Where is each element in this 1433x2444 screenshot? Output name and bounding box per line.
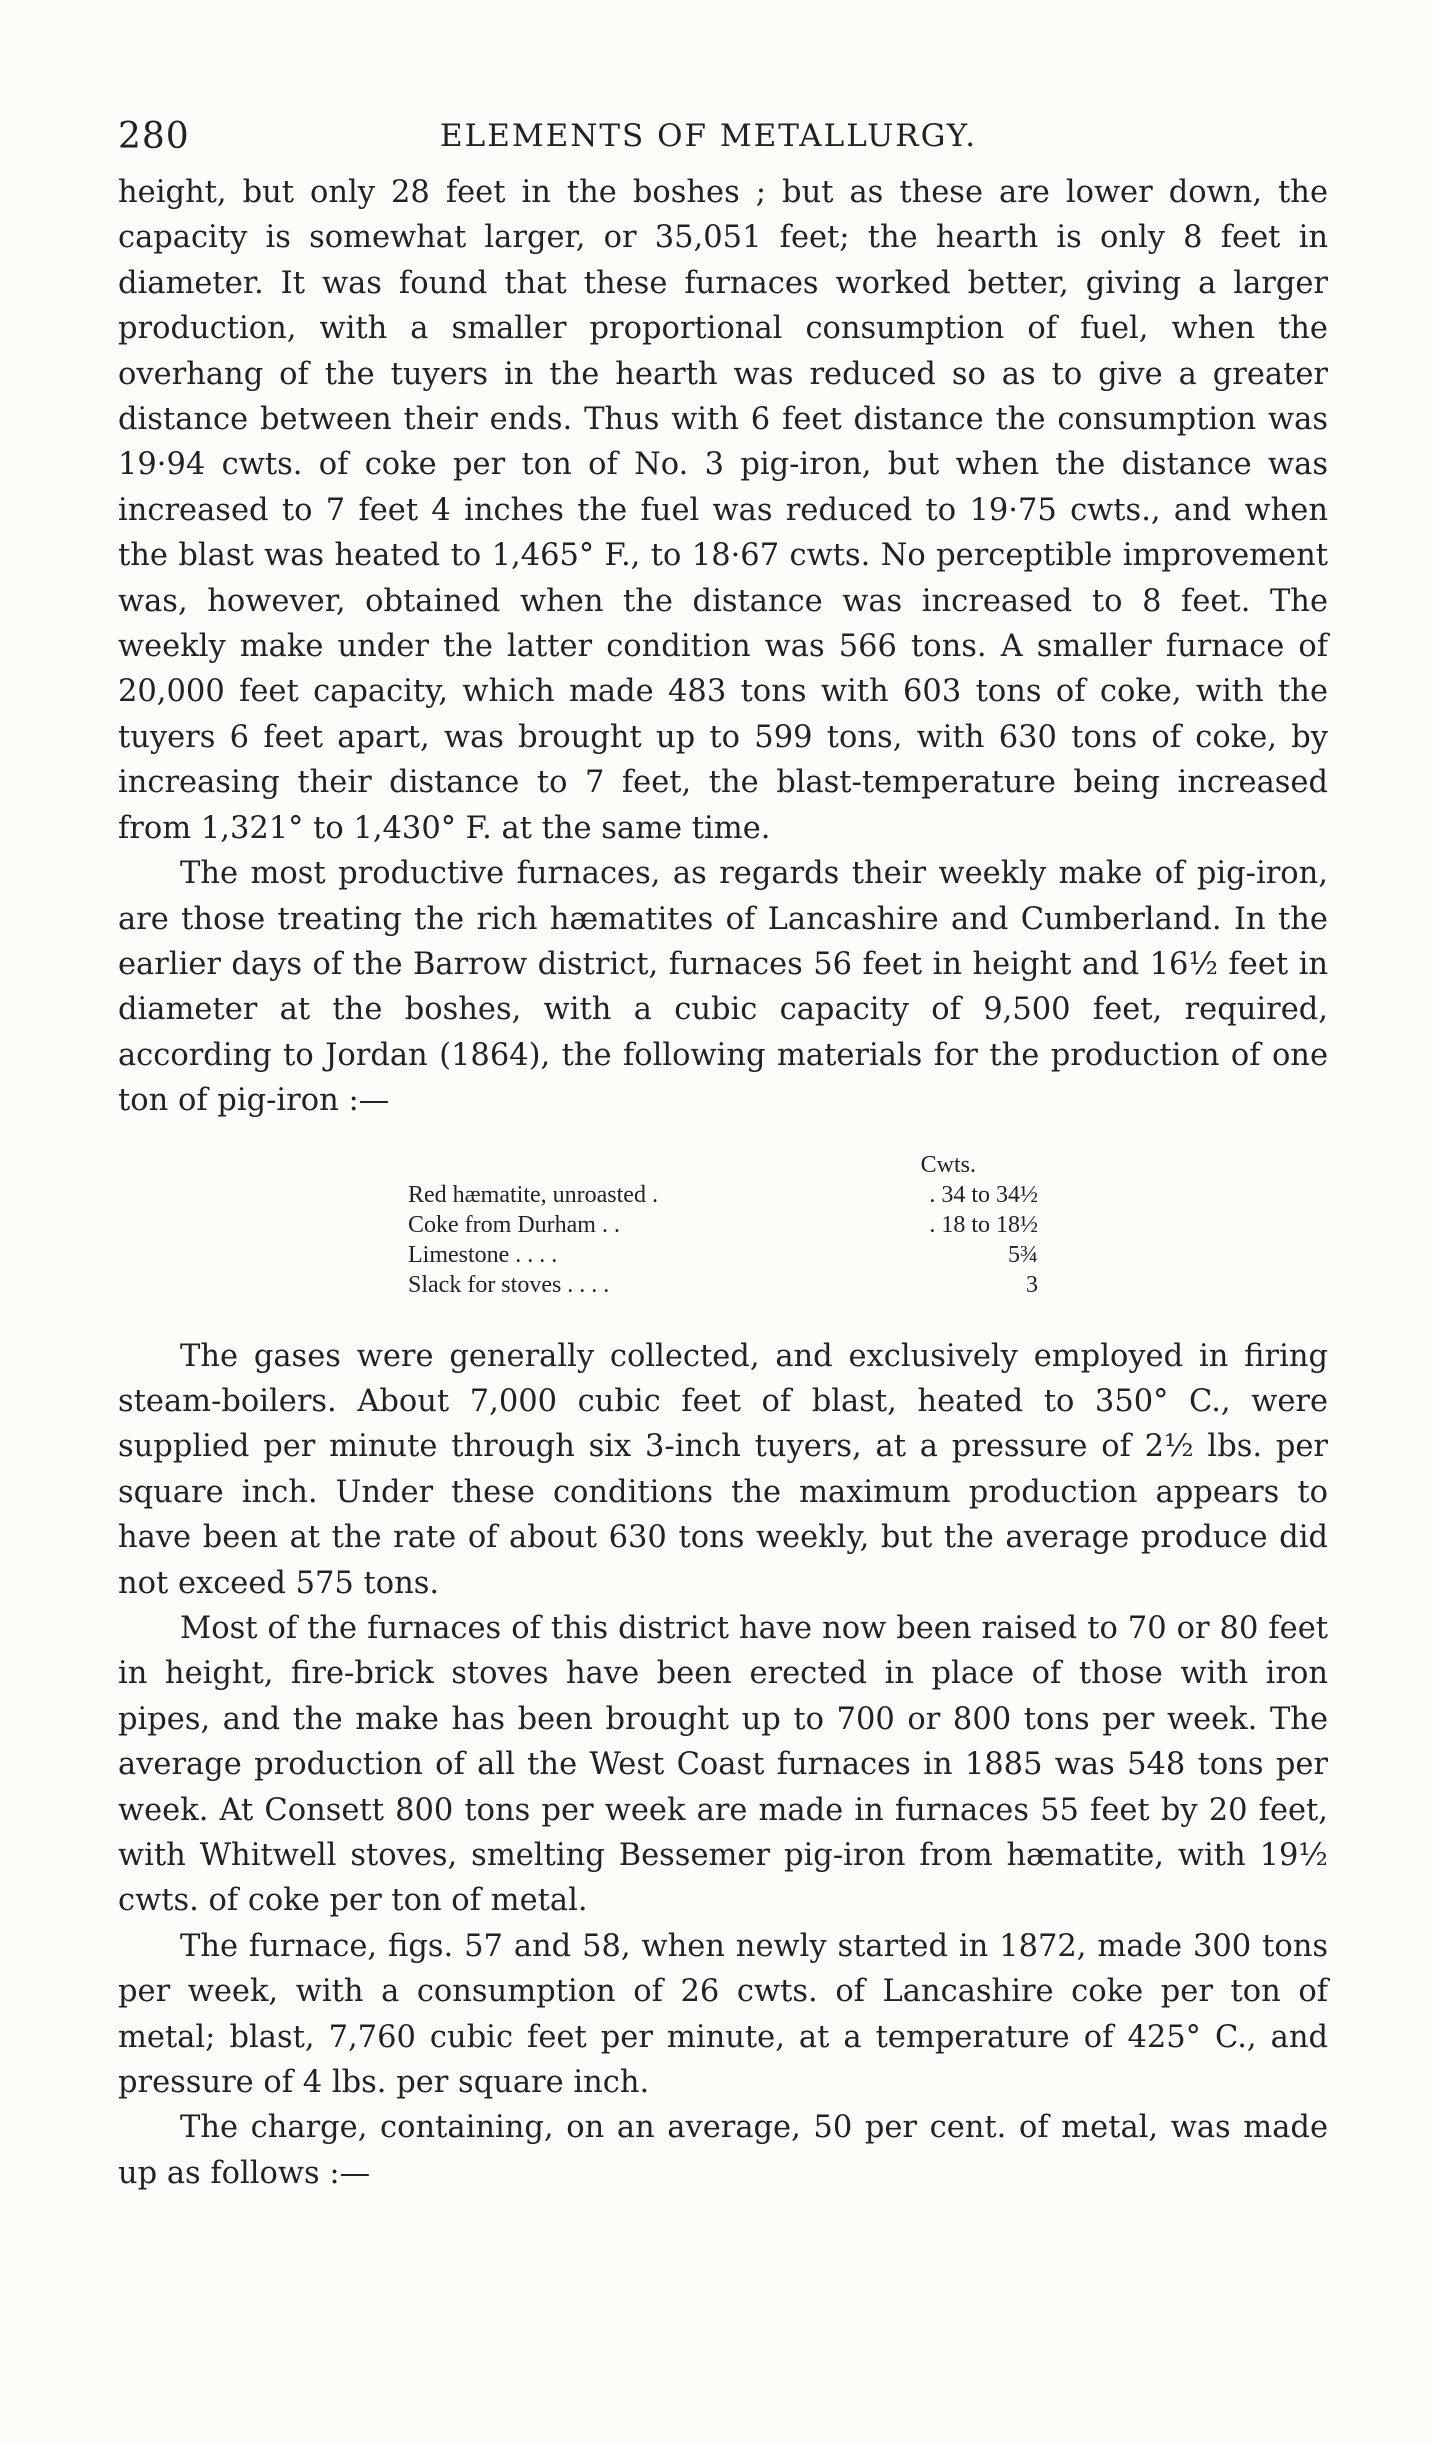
- page-header: [118, 110, 1328, 170]
- materials-row: [408, 1240, 1098, 1270]
- paragraph: The charge, containing, on an average, 50 per cent. of metal, was made up as follows :—: [118, 2110, 1328, 2191]
- materials-row: [408, 1180, 1098, 1210]
- material-name: Limestone . . . .: [408, 1241, 558, 1268]
- material-name: Coke from Durham . .: [408, 1211, 620, 1238]
- paragraph-continued: height, but only 28 feet in the boshes ; but as these are lower down, the capacity is somewhat larger, or 35,051 feet; the hearth is only 8 feet in diameter. It was found that these furnaces worked better, giving a larger production, with a smaller proportional consumption of fuel, when the overhang of the tuyers in the hearth was reduced so as to give a greater distance between their ends. Thus with 6 feet distance the consumption was 19·94 cwts. of coke per ton of No. 3 pig-iron, but when the distance was increased to 7 feet 4 inches the fuel was reduced to 19·75 cwts., and when the blast was heated to 1,465° F., to 18·67 cwts. No perceptible improvement was, however, obtained when the distance was increased to 8 feet. The weekly make under the latter condition was 566 tons. A smaller furnace of 20,000 feet capacity, which made 483 tons with 603 tons of coke, with the tuyers 6 feet apart, was brought up to 599 tons, with 630 tons of coke, by increasing their distance to 7 feet, the blast-temperature being increased from 1,321° to 1,430° F. at the same time.: [118, 175, 1328, 846]
- material-quantity: . 18 to 18½: [929, 1211, 1038, 1238]
- material-quantity: 5¾: [1008, 1241, 1038, 1268]
- book-page: [118, 110, 1328, 2196]
- materials-row: [408, 1270, 1098, 1300]
- paragraph: The gases were generally collected, and exclusively employed in firing steam-boilers. About 7,000 cubic feet of blast, heated to 350° C., were supplied per minute through six 3-inch tuyers, at a pressure of 2½ lbs. per square inch. Under these conditions the maximum production appears to have been at the rate of about 630 tons weekly, but the average produce did not exceed 575 tons.: [118, 1338, 1328, 1601]
- materials-table: [408, 1150, 1038, 1300]
- material-name: Slack for stoves . . . .: [408, 1271, 610, 1298]
- paragraph: The most productive furnaces, as regards their weekly make of pig-iron, are those treating the rich hæmatites of Lancashire and Cumberland. In the earlier days of the Barrow district, furnaces 56 feet in height and 16½ feet in diameter at the boshes, with a cubic capacity of 9,500 feet, required, according to Jordan (1864), the following materials for the production of one ton of pig-iron :—: [118, 856, 1328, 1119]
- body-text: [118, 170, 1328, 2196]
- material-quantity: . 34 to 34½: [929, 1181, 1038, 1208]
- paragraph: Most of the furnaces of this district have now been raised to 70 or 80 feet in height, fire-brick stoves have been erected in place of those with iron pipes, and the make has been brought up to 700 or 800 tons per week. The average production of all the West Coast furnaces in 1885 was 548 tons per week. At Consett 800 tons per week are made in furnaces 55 feet by 20 feet, with Whitwell stoves, smelting Bessemer pig-iron from hæmatite, with 19½ cwts. of coke per ton of metal.: [118, 1610, 1328, 1919]
- material-name: Red hæmatite, unroasted .: [408, 1181, 658, 1208]
- running-title: ELEMENTS OF METALLURGY.: [440, 118, 978, 154]
- material-quantity: 3: [1026, 1271, 1038, 1298]
- page-number: 280: [118, 116, 190, 157]
- materials-unit-header: Cwts.: [920, 1151, 976, 1178]
- materials-row: [408, 1210, 1098, 1240]
- paragraph: The furnace, figs. 57 and 58, when newly started in 1872, made 300 tons per week, with a consumption of 26 cwts. of Lancashire coke per ton of metal; blast, 7,760 cubic feet per minute, at a temperature of 425° C., and pressure of 4 lbs. per square inch.: [118, 1928, 1328, 2101]
